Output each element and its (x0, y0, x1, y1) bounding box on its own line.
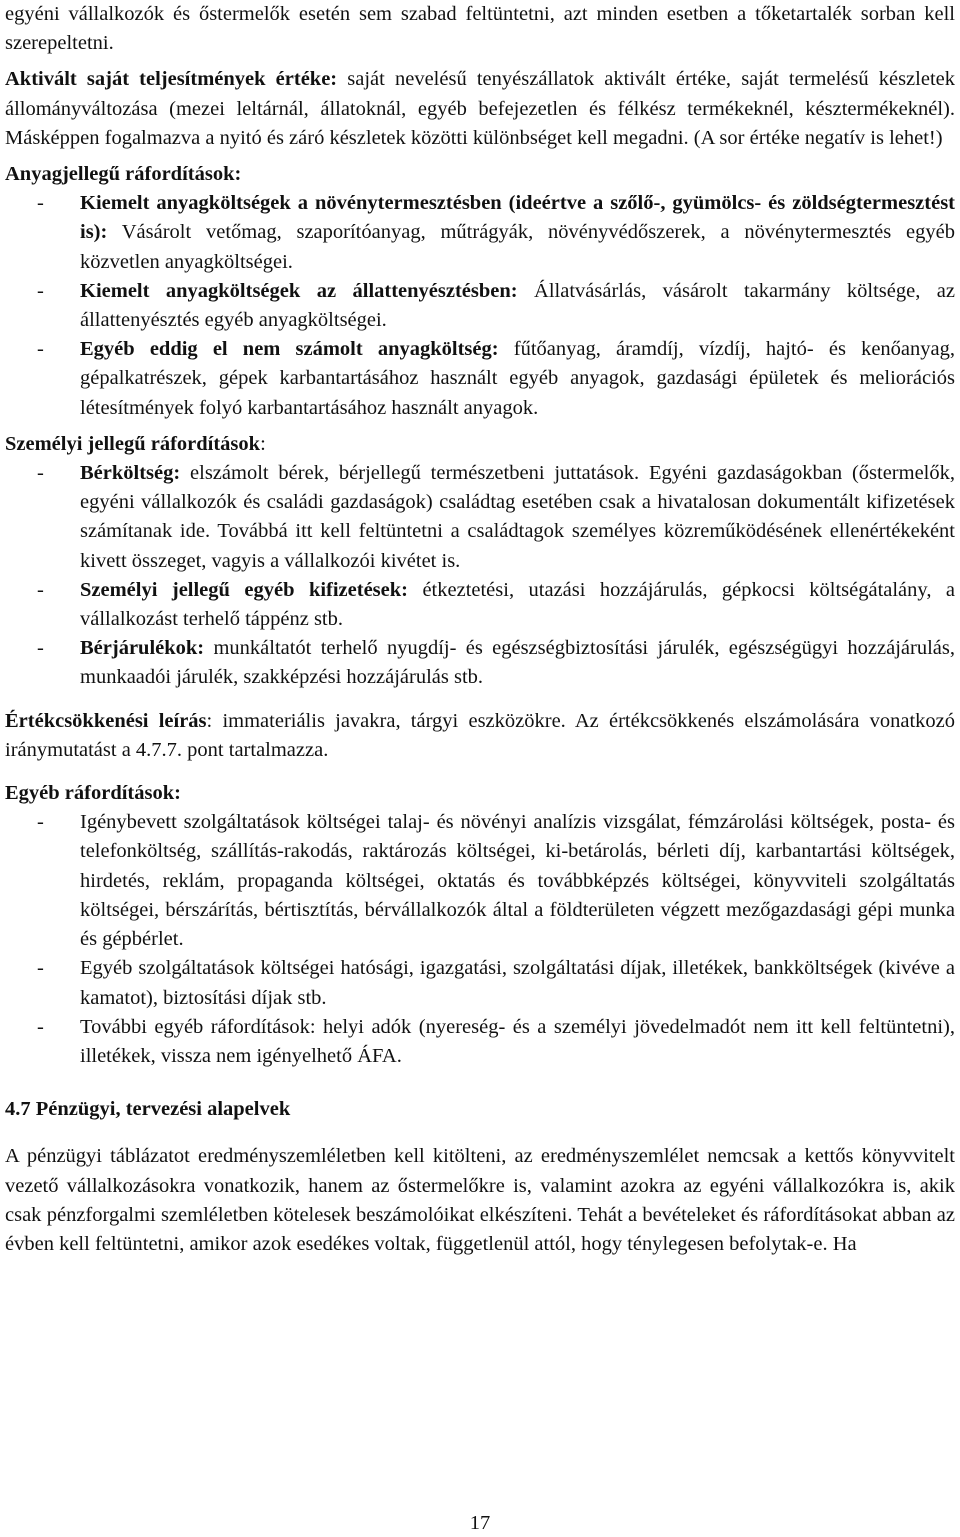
list-dash: - (37, 637, 44, 660)
list-dash: - (37, 1015, 44, 1038)
szemelyi-item-1 (5, 459, 955, 576)
szemelyi-item-2-text: étkeztetési, utazási hozzájárulás, gépkocsi költségátalány, a vállalkozást terhelő táppénz stb. (80, 578, 955, 631)
szemelyi-heading (5, 430, 955, 459)
ertekcsokkenes-label: Értékcsökkenési leírás (5, 709, 207, 732)
egyeb-heading: Egyéb ráfordítások: (5, 782, 181, 805)
aktivalt-paragraph (5, 65, 955, 153)
szemelyi-item-3-label: Bérjárulékok: (80, 637, 205, 660)
list-dash: - (37, 279, 44, 302)
egyeb-item-3-text: További egyéb ráfordítások: helyi adók (nyereség- és a személyi jövedelmadót nem itt kell feltüntetni), illetékek, vissza nem igényelhető ÁFA. (80, 1015, 955, 1067)
egyeb-item-1-text: Igénybevett szolgáltatások költségei talaj- és növényi analízis vizsgálat, fémzárolási költségek, posta- és telefonköltség, szállítás-rakodás, raktározás költségei, ki-betárolás, bérleti díj, karbantartási költségek, hirdetés, reklám, propaganda költségei, oktatás és továbbképzés költségei, könyvviteli szolgáltatás költségei, bérszárítás, bértisztítás, bérvállalkozók által a földterületen végzett mezőgazdasági gépi munka és gépbérlet. (80, 811, 955, 951)
list-dash: - (37, 462, 44, 485)
anyag-item-3-text: fűtőanyag, áramdíj, vízdíj, hajtó- és kenőanyag, gépalkatrészek, gépek karbantartásához használt egyéb anyagok, gazdasági épületek és meliorációs létesítmények folyó karbantartásához használt anyagok. (80, 338, 955, 419)
szemelyi-heading-colon: : (260, 432, 266, 455)
egyeb-item-2-text: Egyéb szolgáltatások költségei hatósági, igazgatási, szolgáltatási díjak, illetékek, bankköltségek (kivéve a kamatot), biztosítási díjak stb. (80, 957, 955, 1009)
szemelyi-item-1-label: Bérköltség: (80, 462, 181, 485)
szemelyi-item-1-text: elszámolt bérek, bérjellegű természetbeni juttatások. Egyéni gazdaságokban (őstermelők, egyéni vállalkozók és családi gazdaságok) családtag esetében csak a hivatalosan dokumentált kifizetések számítanak ide. Továbbá itt kell feltüntetni a családtagok személyes közreműködésének ellenértékeként kivett összeget, vagyis a vállalkozói kivétet is. (80, 462, 955, 572)
list-dash: - (37, 578, 44, 601)
anyag-item-2-text: Állatvásárlás, vásárolt takarmány költsége, az állattenyésztés egyéb anyagköltségei. (80, 279, 955, 332)
anyag-item-1-label: Kiemelt anyagköltségek a növénytermesztésben (ideértve a szőlő-, gyümölcs- és zöldségtermesztést is): (80, 192, 955, 244)
ertekcsokkenes-text: : immateriális javakra, tárgyi eszközökre. Az értékcsökkenés elszámolására vonatkozó iránymutatást a 4.7.7. pont tartalmazza. (5, 709, 955, 761)
egyeb-item-1 (5, 808, 955, 954)
section-paragraph: A pénzügyi táblázatot eredményszemléletben kell kitölteni, az eredményszemlélet nemcsak a kettős könyvvitelt vezető vállalkozásokra vonatkozik, hanem az őstermelőkre is, valamint azokra az egyéni vállalkozókra is, akik csak pénzforgalmi szemléletben kötelesek beszámolóikat elkészíteni. Tehát a bevételeket és ráfordításokat abban az évben kell feltüntetni, amikor azok esedékes voltak, függetlenül attól, hogy ténylegesen befolytak-e. Ha (5, 1145, 955, 1255)
aktivalt-label: Aktivált saját teljesítmények értéke: (5, 68, 338, 91)
list-dash: - (37, 811, 44, 834)
section-title: 4.7 Pénzügyi, tervezési alapelvek (5, 1098, 291, 1121)
szemelyi-item-3-text: munkáltatót terhelő nyugdíj- és egészségbiztosítási járulék, egészségügyi hozzájárulás, munkaadói járulék, szakképzési hozzájárulás stb. (80, 637, 955, 689)
anyag-heading: Anyagjellegű ráfordítások: (5, 163, 242, 186)
aktivalt-text: saját nevelésű tenyészállatok aktivált értéke, saját termelésű készletek állományváltozása (mezei leltárnál, állatoknál, egyéb befejezetlen és félkész termékeknél, késztermékeknél). Másképpen fogalmazva a nyitó és záró készletek közötti különbséget kell megadni. (A sor értéke negatív is lehet!) (5, 68, 955, 149)
szemelyi-item-2 (5, 576, 955, 634)
list-dash: - (37, 192, 44, 215)
anyag-item-2-label: Kiemelt anyagköltségek az állattenyésztésben: (80, 279, 518, 302)
page-number: 17 (469, 1512, 491, 1534)
anyag-item-3-label: Egyéb eddig el nem számolt anyagköltség: (80, 338, 499, 361)
anyag-item-1-text: Vásárolt vetőmag, szaporítóanyag, műtrágyák, növényvédőszerek, a növénytermesztés egyéb közvetlen anyagköltségei. (80, 221, 955, 273)
intro-paragraph (5, 0, 955, 58)
szemelyi-item-2-label: Személyi jellegű egyéb kifizetések: (80, 578, 408, 601)
anyag-item-1 (5, 189, 955, 277)
intro-text: egyéni vállalkozók és őstermelők esetén sem szabad feltüntetni, azt minden esetben a tőketartalék sorban kell szerepeltetni. (5, 3, 955, 55)
list-dash: - (37, 338, 44, 361)
egyeb-item-3 (5, 1013, 955, 1071)
ertekcsokkenes-paragraph (5, 707, 955, 765)
szemelyi-heading-label: Személyi jellegű ráfordítások (5, 432, 261, 455)
anyag-item-3 (5, 335, 955, 423)
document-body (5, 0, 955, 1259)
egyeb-item-2 (5, 954, 955, 1012)
szemelyi-item-3 (5, 634, 955, 692)
list-dash: - (37, 957, 44, 980)
anyag-item-2 (5, 277, 955, 335)
